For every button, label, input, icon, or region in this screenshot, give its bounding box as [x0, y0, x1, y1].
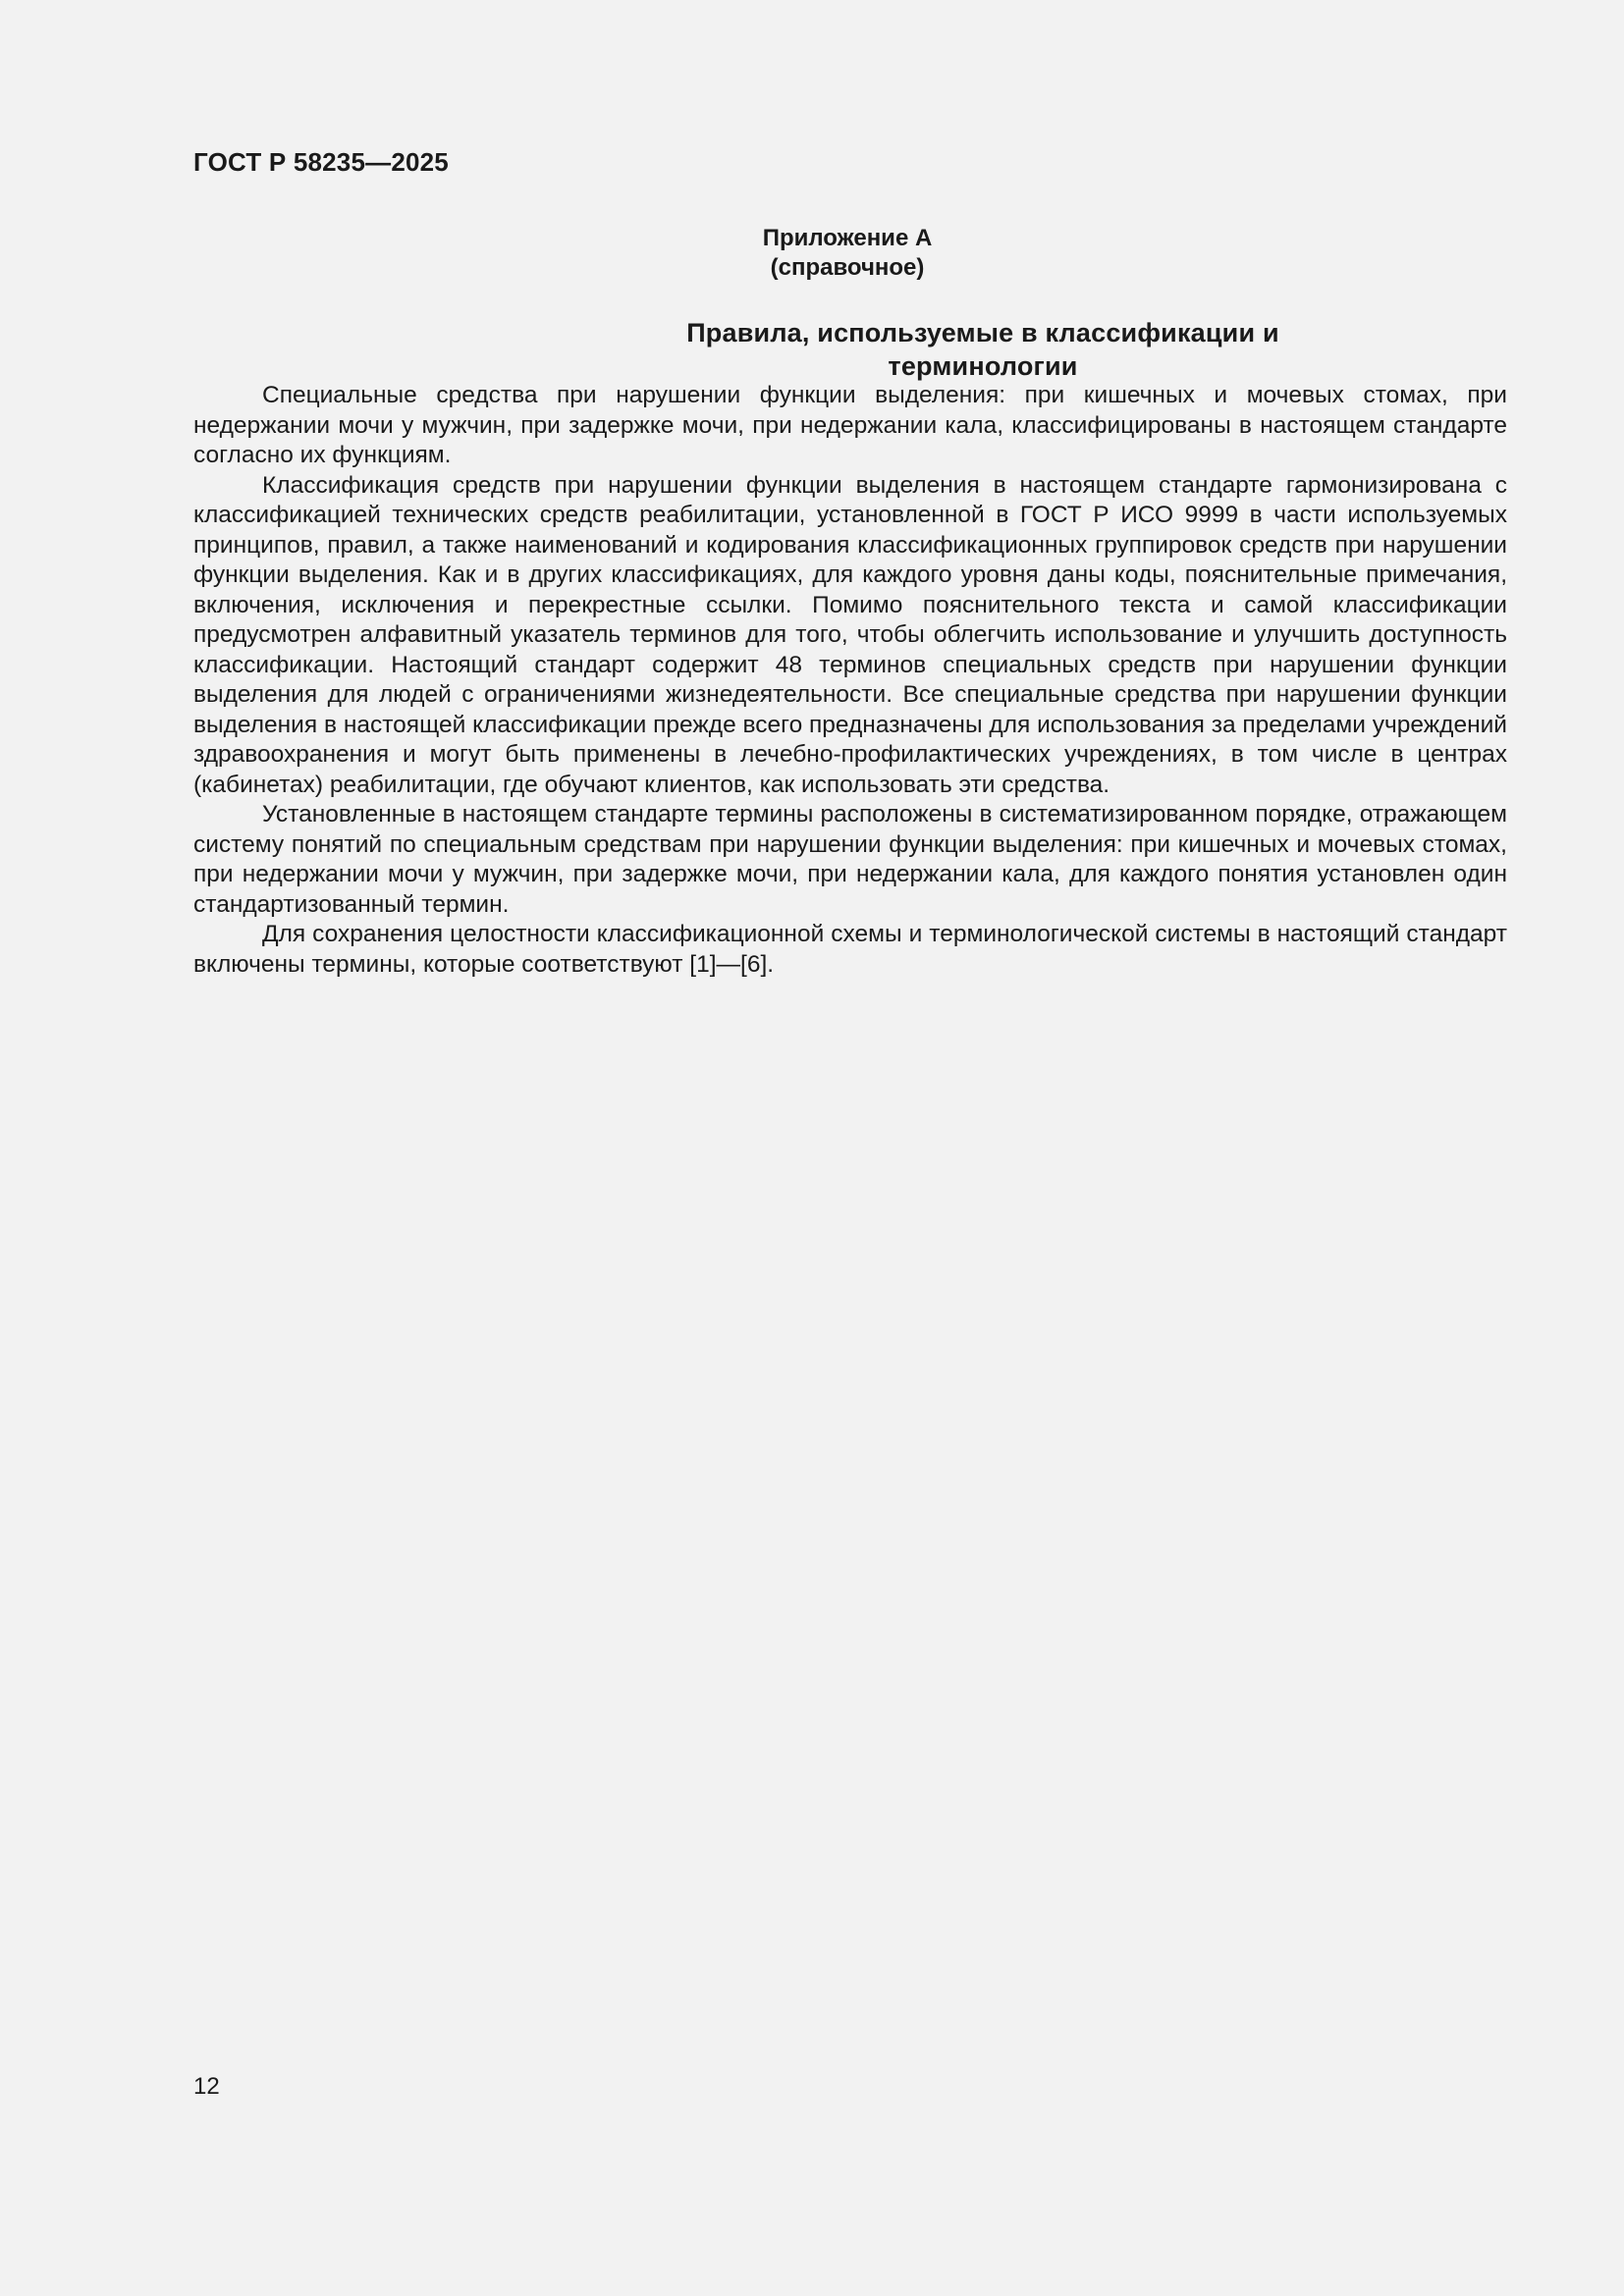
body-text [193, 381, 1507, 980]
page-number: 12 [193, 2073, 220, 2100]
annex-title: Приложение А [762, 225, 933, 251]
document-code: ГОСТ Р 58235—2025 [193, 147, 449, 177]
annex-title-block [193, 224, 1507, 283]
paragraph: Для сохранения целостности классификационной схемы и терминологической системы в настоящий стандарт включены термины, которые соответствуют [1]—[6]. [193, 921, 1507, 978]
paragraph: Специальные средства при нарушении функции выделения: при кишечных и мочевых стомах, при недержании мочи у мужчин, при задержке мочи, при недержании кала, классифицированы в настоящем стандарте согласно их функциям. [193, 382, 1507, 468]
paragraph: Классификация средств при нарушении функции выделения в настоящем стандарте гармонизирована с классификацией технических средств реабилитации, установленной в ГОСТ Р ИСО 9999 в части используемых принципов, правил, а также наименований и кодирования классификационных группировок средств при нарушении функции выделения. Как и в других классификациях, для каждого уровня даны коды, пояснительные примечания, включения, исключения и перекрестные ссылки. Помимо пояснительного текста и самой классификации предусмотрен алфавитный указатель терминов для того, чтобы облегчить использование и улучшить доступность классификации. Настоящий стандарт содержит 48 терминов специальных средств при нарушении функции выделения для людей с ограничениями жизнедеятельности. Все специальные средства при нарушении функции выделения в настоящей классификации прежде всего предназначены для использования за пределами учреждений здравоохранения и могут быть применены в лечебно-профилактических учреждениях, в том числе в центрах (кабинетах) реабилитации, где обучают клиентов, как использовать эти средства. [193, 471, 1507, 798]
paragraph: Установленные в настоящем стандарте термины расположены в систематизированном порядке, отражающем систему понятий по специальным средствам при нарушении функции выделения: при кишечных и мочевых стомах, при недержании мочи у мужчин, при задержке мочи, при недержании кала, для каждого понятия установлен один стандартизованный термин. [193, 801, 1507, 918]
annex-type: (справочное) [770, 254, 925, 281]
annex-heading [193, 316, 1507, 383]
annex-heading-text: Правила, используемые в классификации и терминологии [686, 318, 1279, 381]
